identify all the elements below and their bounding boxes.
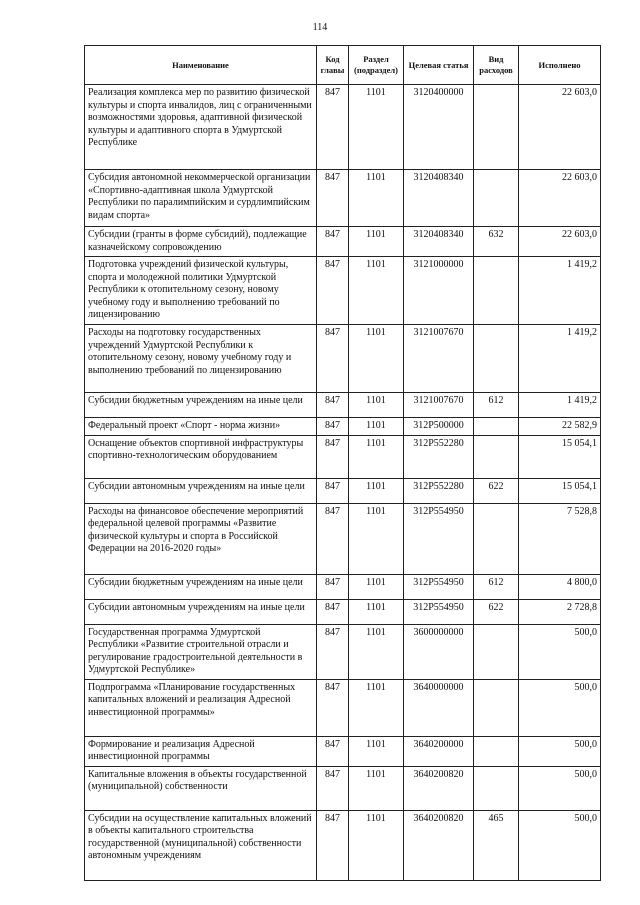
cell-type bbox=[474, 257, 519, 325]
cell-amount: 4 800,0 bbox=[519, 574, 601, 599]
cell-code: 847 bbox=[317, 85, 349, 170]
header-section: Раздел (подраздел) bbox=[349, 46, 404, 85]
cell-target: 3640000000 bbox=[404, 679, 474, 736]
cell-code: 847 bbox=[317, 624, 349, 679]
cell-target: 3120400000 bbox=[404, 85, 474, 170]
cell-type bbox=[474, 766, 519, 810]
cell-amount: 7 528,8 bbox=[519, 503, 601, 574]
cell-section: 1101 bbox=[349, 810, 404, 880]
cell-type: 465 bbox=[474, 810, 519, 880]
table-row bbox=[85, 766, 601, 810]
cell-section: 1101 bbox=[349, 599, 404, 624]
table-row bbox=[85, 227, 601, 257]
header-amount: Исполнено bbox=[519, 46, 601, 85]
cell-target: 312P554950 bbox=[404, 574, 474, 599]
page-number: 114 bbox=[312, 22, 328, 33]
table-row bbox=[85, 574, 601, 599]
cell-section: 1101 bbox=[349, 85, 404, 170]
cell-target: 312P552280 bbox=[404, 435, 474, 478]
cell-type bbox=[474, 435, 519, 478]
cell-target: 312P500000 bbox=[404, 418, 474, 436]
cell-type: 612 bbox=[474, 574, 519, 599]
table-row bbox=[85, 599, 601, 624]
cell-name: Подпрограмма «Планирование государственных капитальных вложений и реализация Адресной инвестиционной программы» bbox=[85, 679, 317, 736]
cell-code: 847 bbox=[317, 574, 349, 599]
cell-section: 1101 bbox=[349, 325, 404, 393]
cell-amount: 22 603,0 bbox=[519, 170, 601, 227]
cell-amount: 22 582,9 bbox=[519, 418, 601, 436]
cell-code: 847 bbox=[317, 503, 349, 574]
table-row bbox=[85, 503, 601, 574]
cell-type: 612 bbox=[474, 393, 519, 418]
cell-code: 847 bbox=[317, 325, 349, 393]
cell-code: 847 bbox=[317, 418, 349, 436]
cell-type: 632 bbox=[474, 227, 519, 257]
cell-amount: 22 603,0 bbox=[519, 227, 601, 257]
cell-code: 847 bbox=[317, 679, 349, 736]
cell-amount: 1 419,2 bbox=[519, 257, 601, 325]
cell-code: 847 bbox=[317, 599, 349, 624]
cell-code: 847 bbox=[317, 810, 349, 880]
table-row bbox=[85, 393, 601, 418]
cell-code: 847 bbox=[317, 478, 349, 503]
cell-amount: 500,0 bbox=[519, 766, 601, 810]
cell-name: Расходы на подготовку государственных учреждений Удмуртской Республики к отопительному сезону, новому учебному году и выполнению требований по лицензированию bbox=[85, 325, 317, 393]
cell-amount: 500,0 bbox=[519, 810, 601, 880]
cell-code: 847 bbox=[317, 736, 349, 766]
cell-target: 312P554950 bbox=[404, 599, 474, 624]
cell-target: 3121000000 bbox=[404, 257, 474, 325]
cell-target: 3121007670 bbox=[404, 325, 474, 393]
cell-section: 1101 bbox=[349, 624, 404, 679]
cell-amount: 1 419,2 bbox=[519, 325, 601, 393]
table-row bbox=[85, 435, 601, 478]
cell-name: Субсидии автономным учреждениям на иные цели bbox=[85, 478, 317, 503]
cell-section: 1101 bbox=[349, 435, 404, 478]
cell-amount: 15 054,1 bbox=[519, 435, 601, 478]
cell-code: 847 bbox=[317, 435, 349, 478]
cell-name: Федеральный проект «Спорт - норма жизни» bbox=[85, 418, 317, 436]
cell-type: 622 bbox=[474, 599, 519, 624]
cell-code: 847 bbox=[317, 393, 349, 418]
cell-section: 1101 bbox=[349, 736, 404, 766]
cell-section: 1101 bbox=[349, 679, 404, 736]
cell-code: 847 bbox=[317, 170, 349, 227]
cell-name: Субсидии бюджетным учреждениям на иные цели bbox=[85, 393, 317, 418]
cell-name: Субсидии бюджетным учреждениям на иные цели bbox=[85, 574, 317, 599]
cell-target: 3120408340 bbox=[404, 170, 474, 227]
cell-name: Оснащение объектов спортивной инфраструктуры спортивно-технологическим оборудованием bbox=[85, 435, 317, 478]
cell-section: 1101 bbox=[349, 418, 404, 436]
cell-section: 1101 bbox=[349, 393, 404, 418]
cell-type bbox=[474, 503, 519, 574]
table-row bbox=[85, 679, 601, 736]
cell-section: 1101 bbox=[349, 478, 404, 503]
cell-type bbox=[474, 736, 519, 766]
table-header-row bbox=[85, 46, 601, 85]
cell-name: Капитальные вложения в объекты государственной (муниципальной) собственности bbox=[85, 766, 317, 810]
cell-section: 1101 bbox=[349, 574, 404, 599]
cell-type bbox=[474, 624, 519, 679]
cell-target: 3640200000 bbox=[404, 736, 474, 766]
table-row bbox=[85, 85, 601, 170]
cell-target: 3120408340 bbox=[404, 227, 474, 257]
table-row bbox=[85, 170, 601, 227]
budget-table bbox=[84, 45, 601, 881]
cell-section: 1101 bbox=[349, 257, 404, 325]
cell-type bbox=[474, 679, 519, 736]
cell-name: Субсидия автономной некоммерческой организации «Спортивно-адаптивная школа Удмуртской Республики по паралимпийским и сурдлимпийским видам спорта» bbox=[85, 170, 317, 227]
header-name: Наименование bbox=[85, 46, 317, 85]
cell-target: 312P554950 bbox=[404, 503, 474, 574]
cell-section: 1101 bbox=[349, 766, 404, 810]
cell-target: 3640200820 bbox=[404, 810, 474, 880]
cell-amount: 1 419,2 bbox=[519, 393, 601, 418]
cell-name: Формирование и реализация Адресной инвестиционной программы bbox=[85, 736, 317, 766]
cell-target: 3640200820 bbox=[404, 766, 474, 810]
cell-target: 3600000000 bbox=[404, 624, 474, 679]
header-code: Код главы bbox=[317, 46, 349, 85]
header-type: Вид расходов bbox=[474, 46, 519, 85]
cell-name: Государственная программа Удмуртской Республики «Развитие строительной отрасли и регулирование градостроительной деятельности в Удмуртской Республике» bbox=[85, 624, 317, 679]
cell-code: 847 bbox=[317, 227, 349, 257]
cell-amount: 22 603,0 bbox=[519, 85, 601, 170]
cell-target: 3121007670 bbox=[404, 393, 474, 418]
cell-type: 622 bbox=[474, 478, 519, 503]
cell-type bbox=[474, 325, 519, 393]
table-row bbox=[85, 418, 601, 436]
cell-code: 847 bbox=[317, 766, 349, 810]
cell-code: 847 bbox=[317, 257, 349, 325]
cell-amount: 500,0 bbox=[519, 679, 601, 736]
cell-section: 1101 bbox=[349, 503, 404, 574]
cell-amount: 500,0 bbox=[519, 624, 601, 679]
cell-amount: 500,0 bbox=[519, 736, 601, 766]
table-row bbox=[85, 810, 601, 880]
header-target: Целевая статья bbox=[404, 46, 474, 85]
cell-name: Субсидии автономным учреждениям на иные цели bbox=[85, 599, 317, 624]
table-row bbox=[85, 478, 601, 503]
cell-name: Субсидии (гранты в форме субсидий), подлежащие казначейскому сопровождению bbox=[85, 227, 317, 257]
cell-name: Субсидии на осуществление капитальных вложений в объекты капитального строительства государственной (муниципальной) собственности автономным учреждениям bbox=[85, 810, 317, 880]
cell-name: Реализация комплекса мер по развитию физической культуры и спорта инвалидов, лиц с ограниченными возможностями здоровья, адаптивной физической культуры и адаптивного спорта в Удмуртской Республике bbox=[85, 85, 317, 170]
table-row bbox=[85, 736, 601, 766]
cell-section: 1101 bbox=[349, 227, 404, 257]
cell-type bbox=[474, 170, 519, 227]
cell-target: 312P552280 bbox=[404, 478, 474, 503]
cell-amount: 15 054,1 bbox=[519, 478, 601, 503]
table-row bbox=[85, 325, 601, 393]
table-row bbox=[85, 624, 601, 679]
cell-name: Подготовка учреждений физической культуры, спорта и молодежной политики Удмуртской Республики к отопительному сезону, новому учебному году и выполнению требований по лицензированию bbox=[85, 257, 317, 325]
cell-type bbox=[474, 85, 519, 170]
cell-type bbox=[474, 418, 519, 436]
table-row bbox=[85, 257, 601, 325]
cell-amount: 2 728,8 bbox=[519, 599, 601, 624]
cell-section: 1101 bbox=[349, 170, 404, 227]
cell-name: Расходы на финансовое обеспечение мероприятий федеральной целевой программы «Развитие физической культуры и спорта в Российской Федерации на 2016-2020 годы» bbox=[85, 503, 317, 574]
